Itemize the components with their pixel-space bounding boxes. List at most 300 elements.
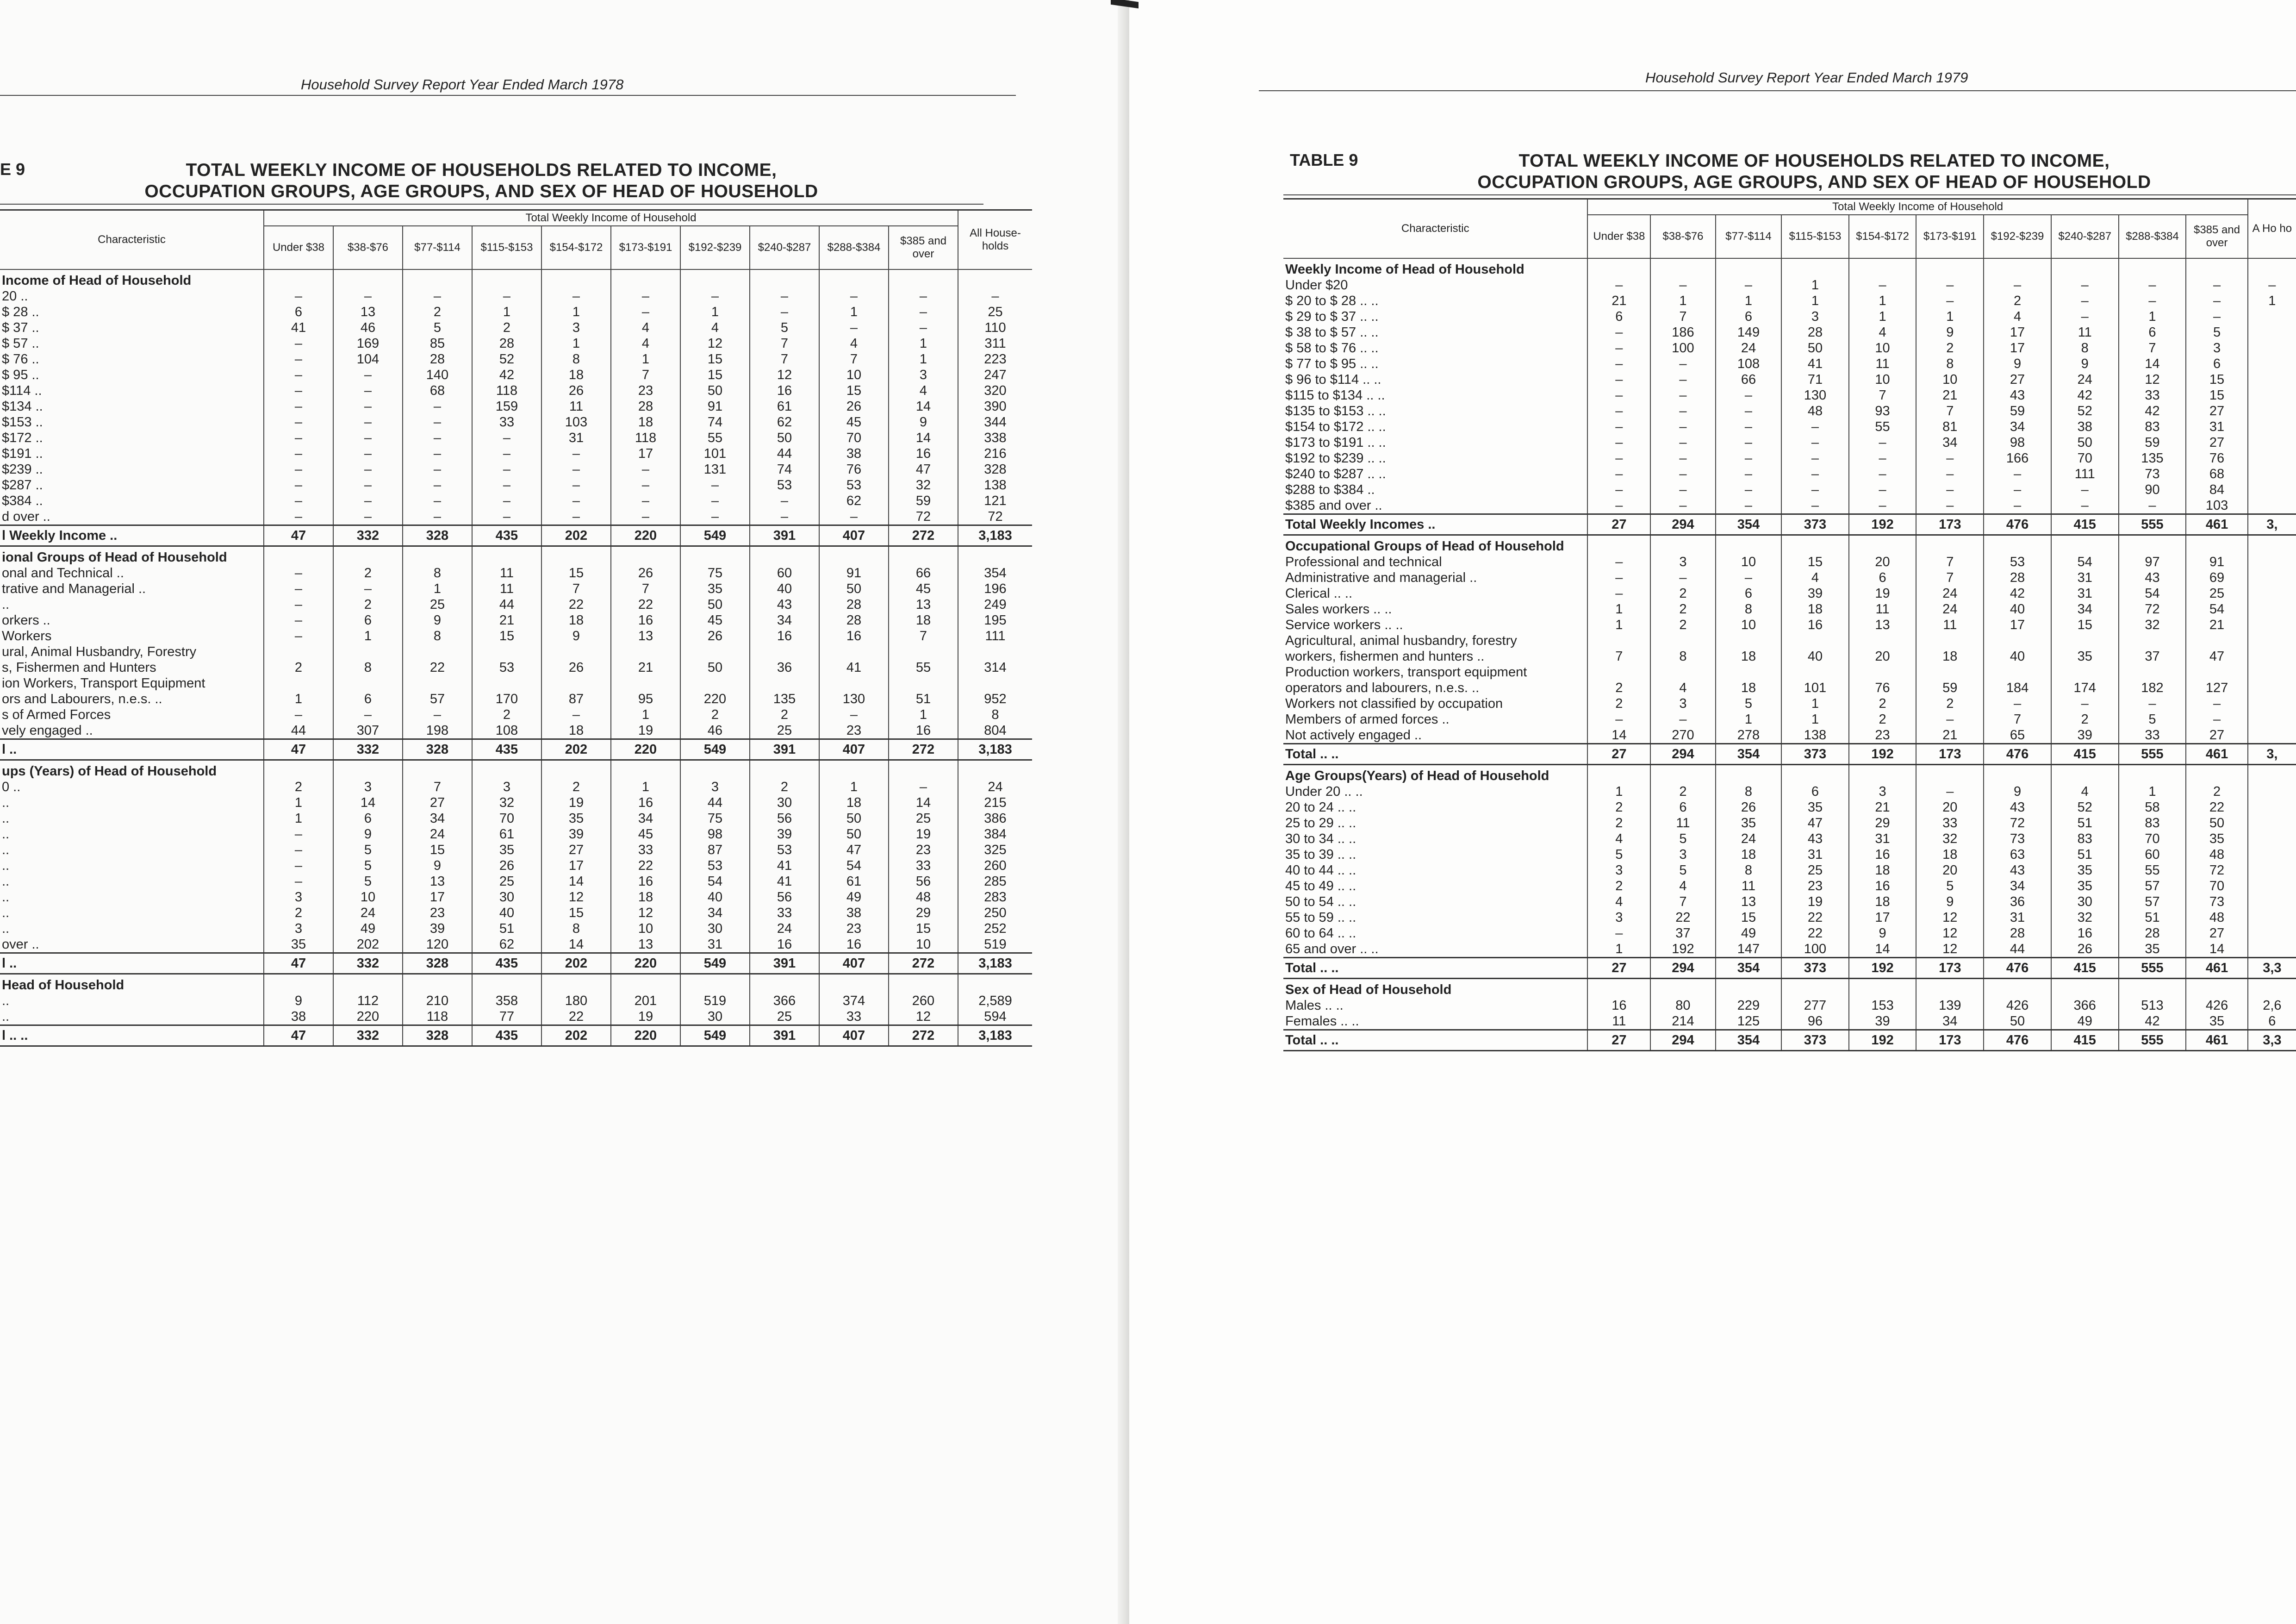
table-cell: 34 xyxy=(1916,1013,1984,1030)
table-cell: 8 xyxy=(958,707,1032,723)
table-cell: – xyxy=(403,399,472,414)
table-cell: 549 xyxy=(680,953,750,974)
table-cell: 2 xyxy=(1916,340,1984,356)
row-label: l .. .. xyxy=(0,1025,264,1046)
table-cell: 407 xyxy=(819,739,889,760)
table-cell: 70 xyxy=(819,430,889,446)
table-cell: 80 xyxy=(1650,998,1715,1013)
table-cell: 3 xyxy=(1650,847,1715,862)
table-cell: 38 xyxy=(2051,419,2119,435)
row-label: .. xyxy=(2,921,10,936)
table-cell: 96 xyxy=(1781,1013,1848,1030)
table-cell: 7 xyxy=(1984,712,2051,727)
table-cell: 30 xyxy=(680,921,750,937)
table-cell xyxy=(2248,570,2296,586)
table-cell: – xyxy=(333,383,403,399)
table-cell: 332 xyxy=(333,525,403,546)
table-cell: 47 xyxy=(889,462,958,477)
table-cell: 186 xyxy=(1650,325,1715,340)
table-cell: 804 xyxy=(958,723,1032,739)
table-cell: 108 xyxy=(1716,356,1782,372)
section-heading: Occupational Groups of Head of Household xyxy=(1285,539,1564,554)
table-cell: 1 xyxy=(889,707,958,723)
row-label: .. xyxy=(2,890,10,905)
row-label: 20 .. xyxy=(2,289,28,304)
right-header-rule xyxy=(1259,90,2296,91)
table-cell: – xyxy=(333,462,403,477)
row-label: $ 37 .. xyxy=(2,320,39,335)
table-row xyxy=(1283,862,2296,878)
table-cell: 35 xyxy=(2119,941,2186,958)
table-cell: 270 xyxy=(1650,727,1715,744)
table-cell xyxy=(1916,258,1984,277)
table-cell: 40 xyxy=(750,581,819,597)
left-data-table xyxy=(0,209,1032,1047)
table-cell: 4 xyxy=(2051,784,2119,800)
table-cell: 8 xyxy=(1716,862,1782,878)
table-cell: 373 xyxy=(1781,514,1848,535)
table-cell: 9 xyxy=(1916,325,1984,340)
table-cell: 38 xyxy=(819,905,889,921)
table-cell: 38 xyxy=(264,1009,333,1025)
table-cell: 7 xyxy=(611,367,680,383)
table-cell: 15 xyxy=(680,351,750,367)
table-cell: 59 xyxy=(1984,403,2051,419)
table-cell xyxy=(958,269,1032,288)
table-cell: 173 xyxy=(1916,958,1984,979)
table-cell: 9 xyxy=(1984,356,2051,372)
table-cell: 57 xyxy=(2119,894,2186,910)
table-cell xyxy=(2186,633,2247,649)
table-cell: – xyxy=(1984,466,2051,482)
table-cell: 3 xyxy=(1587,862,1650,878)
section-heading: Head of Household xyxy=(2,978,124,993)
table-row xyxy=(1283,1013,2296,1030)
row-label: ion Workers, Transport Equipment xyxy=(2,676,205,691)
table-cell: 27 xyxy=(2186,403,2247,419)
table-row xyxy=(0,723,1032,739)
table-cell: 12 xyxy=(1916,941,1984,958)
table-cell: 53 xyxy=(1984,554,2051,570)
table-cell: 147 xyxy=(1716,941,1782,958)
table-cell: 320 xyxy=(958,383,1032,399)
table-row xyxy=(1283,466,2296,482)
table-cell: – xyxy=(2051,309,2119,325)
section-heading: Age Groups(Years) of Head of Household xyxy=(1285,768,1549,783)
table-cell: 29 xyxy=(1849,815,1916,831)
table-cell: 332 xyxy=(333,1025,403,1046)
table-cell: – xyxy=(1781,419,1848,435)
table-cell: 87 xyxy=(541,691,611,707)
table-cell xyxy=(680,760,750,780)
table-cell: 12 xyxy=(889,1009,958,1025)
table-cell: 3,3 xyxy=(2248,958,2296,979)
row-label: $191 .. xyxy=(2,446,43,461)
row-label: l .. xyxy=(0,953,264,974)
table-cell: 8 xyxy=(333,660,403,675)
table-cell: 49 xyxy=(333,921,403,937)
table-cell: – xyxy=(403,707,472,723)
table-cell: 8 xyxy=(541,921,611,937)
table-cell xyxy=(1849,979,1916,998)
table-cell xyxy=(403,675,472,691)
table-cell: 555 xyxy=(2119,744,2186,765)
table-cell: 27 xyxy=(1984,372,2051,387)
table-cell: 7 xyxy=(1650,894,1715,910)
table-cell: 70 xyxy=(2186,878,2247,894)
table-cell xyxy=(1781,765,1848,784)
table-cell xyxy=(2051,664,2119,680)
table-cell: 35 xyxy=(2051,862,2119,878)
table-cell: 426 xyxy=(2186,998,2247,1013)
table-cell: 22 xyxy=(1650,910,1715,925)
table-cell: 2 xyxy=(264,660,333,675)
column-header: $38-$76 xyxy=(333,226,403,269)
table-cell: – xyxy=(333,477,403,493)
table-cell: 1 xyxy=(541,336,611,351)
table-cell: 50 xyxy=(819,826,889,842)
table-cell: – xyxy=(264,858,333,874)
table-cell xyxy=(1781,535,1848,555)
table-cell: – xyxy=(1849,482,1916,498)
table-cell: 101 xyxy=(1781,680,1848,696)
table-cell: 41 xyxy=(264,320,333,336)
row-label: 60 to 64 .. .. xyxy=(1285,926,1356,941)
table-cell: 5 xyxy=(333,842,403,858)
table-cell xyxy=(680,269,750,288)
table-cell: 28 xyxy=(2119,925,2186,941)
table-cell: 192 xyxy=(1849,958,1916,979)
table-row xyxy=(0,399,1032,414)
table-cell xyxy=(1587,765,1650,784)
table-cell: 173 xyxy=(1916,744,1984,765)
table-cell: 12 xyxy=(750,367,819,383)
table-cell: 9 xyxy=(1984,784,2051,800)
table-cell: 476 xyxy=(1984,514,2051,535)
table-cell: 366 xyxy=(750,993,819,1009)
row-label: operators and labourers, n.e.s. .. xyxy=(1285,681,1480,695)
table-cell: – xyxy=(403,430,472,446)
table-cell: 40 xyxy=(1781,649,1848,664)
table-cell: – xyxy=(1587,586,1650,601)
left-table-title: TOTAL WEEKLY INCOME OF HOUSEHOLDS RELATED TO INCOME, OCCUPATION GROUPS, AGE GROUPS, AND SEX OF HEAD OF HOUSEHOLD xyxy=(144,160,818,201)
table-cell: 278 xyxy=(1716,727,1782,744)
table-cell: 2,6 xyxy=(2248,998,2296,1013)
table-cell: 16 xyxy=(1587,998,1650,1013)
table-cell: 3,3 xyxy=(2248,1030,2296,1051)
table-cell: 135 xyxy=(750,691,819,707)
table-cell: 4 xyxy=(889,383,958,399)
table-cell xyxy=(889,269,958,288)
table-cell: 83 xyxy=(2119,815,2186,831)
table-cell: 11 xyxy=(1716,878,1782,894)
table-cell: 3,183 xyxy=(958,953,1032,974)
column-header: $240-$287 xyxy=(2051,215,2119,258)
column-header: $115-$153 xyxy=(1781,215,1848,258)
row-label: Workers xyxy=(2,629,52,643)
table-cell: 9 xyxy=(403,858,472,874)
table-cell xyxy=(2248,498,2296,514)
table-cell: 39 xyxy=(541,826,611,842)
table-cell: 54 xyxy=(819,858,889,874)
table-cell: 53 xyxy=(750,842,819,858)
row-label: workers, fishermen and hunters .. xyxy=(1285,649,1485,664)
table-cell: – xyxy=(1587,466,1650,482)
table-cell: 195 xyxy=(958,612,1032,628)
table-cell: 1 xyxy=(1849,309,1916,325)
table-cell: 15 xyxy=(680,367,750,383)
table-cell: 57 xyxy=(2119,878,2186,894)
table-cell: 47 xyxy=(264,1025,333,1046)
table-cell: – xyxy=(1650,277,1715,293)
table-cell: 20 xyxy=(1916,800,1984,815)
table-cell xyxy=(1916,535,1984,555)
all-households-header: A Ho ho xyxy=(2248,199,2296,259)
table-cell: 374 xyxy=(819,993,889,1009)
table-cell: 44 xyxy=(472,597,541,612)
table-cell: – xyxy=(403,493,472,509)
table-cell: 28 xyxy=(1984,925,2051,941)
table-cell: 39 xyxy=(750,826,819,842)
table-cell: 11 xyxy=(472,581,541,597)
table-cell: 2 xyxy=(2186,784,2247,800)
table-cell: 23 xyxy=(819,921,889,937)
row-label: Professional and technical xyxy=(1285,555,1442,569)
table-cell xyxy=(1781,633,1848,649)
table-row xyxy=(0,905,1032,921)
table-cell: – xyxy=(333,581,403,597)
table-cell: 35 xyxy=(1781,800,1848,815)
table-cell: 17 xyxy=(541,858,611,874)
table-cell: 26 xyxy=(541,383,611,399)
table-cell xyxy=(2248,680,2296,696)
column-header: Under $38 xyxy=(264,226,333,269)
table-cell: 43 xyxy=(1781,831,1848,847)
column-header: $385 and over xyxy=(2186,215,2247,258)
table-cell: 97 xyxy=(2119,554,2186,570)
table-cell: – xyxy=(1849,435,1916,450)
table-cell: 1 xyxy=(1916,309,1984,325)
table-cell: 76 xyxy=(2186,450,2247,466)
table-cell: 2 xyxy=(1587,696,1650,712)
table-cell: 118 xyxy=(472,383,541,399)
table-cell: 74 xyxy=(680,414,750,430)
table-cell: 354 xyxy=(1716,514,1782,535)
table-cell: – xyxy=(541,493,611,509)
table-cell: 216 xyxy=(958,446,1032,462)
table-cell: – xyxy=(1716,387,1782,403)
table-cell: 52 xyxy=(2051,403,2119,419)
section-heading: Income of Head of Household xyxy=(2,273,192,288)
table-cell: 91 xyxy=(819,565,889,581)
table-cell: 1 xyxy=(333,628,403,644)
row-label: $192 to $239 .. .. xyxy=(1285,451,1386,466)
table-cell: 31 xyxy=(1781,847,1848,862)
table-row xyxy=(1283,847,2296,862)
table-row xyxy=(0,320,1032,336)
table-cell xyxy=(1984,979,2051,998)
table-cell: 202 xyxy=(541,525,611,546)
table-cell: 32 xyxy=(2119,617,2186,633)
row-label: vely engaged .. xyxy=(2,723,93,738)
table-cell xyxy=(2119,979,2186,998)
table-cell: – xyxy=(2186,293,2247,309)
table-cell xyxy=(264,269,333,288)
row-label: 65 and over .. .. xyxy=(1285,942,1379,956)
table-row xyxy=(1283,712,2296,727)
table-row xyxy=(0,565,1032,581)
table-cell: 25 xyxy=(2186,586,2247,601)
table-cell: 18 xyxy=(819,795,889,811)
table-cell: 16 xyxy=(1781,617,1848,633)
table-cell: – xyxy=(541,509,611,525)
column-header: $154-$172 xyxy=(1849,215,1916,258)
table-cell: 19 xyxy=(541,795,611,811)
table-cell: 33 xyxy=(472,414,541,430)
table-cell: 43 xyxy=(750,597,819,612)
table-cell: 14 xyxy=(2119,356,2186,372)
table-cell: 26 xyxy=(1716,800,1782,815)
table-cell: 6 xyxy=(333,691,403,707)
table-cell: 45 xyxy=(889,581,958,597)
table-cell: 7 xyxy=(750,336,819,351)
table-cell: – xyxy=(1916,712,1984,727)
table-cell: 20 xyxy=(1916,862,1984,878)
table-cell: 22 xyxy=(1781,925,1848,941)
table-cell: 1 xyxy=(264,691,333,707)
table-cell xyxy=(2186,535,2247,555)
table-cell: 6 xyxy=(1716,586,1782,601)
row-label: $ 76 .. xyxy=(2,352,39,367)
table-cell: 272 xyxy=(889,1025,958,1046)
table-cell: – xyxy=(1650,450,1715,466)
section-heading-row xyxy=(0,546,1032,566)
section-heading-row xyxy=(0,760,1032,780)
table-cell: 61 xyxy=(750,399,819,414)
table-cell: 12 xyxy=(1916,910,1984,925)
table-cell: – xyxy=(1849,466,1916,482)
table-cell: – xyxy=(472,509,541,525)
table-cell: 391 xyxy=(750,1025,819,1046)
table-cell: 594 xyxy=(958,1009,1032,1025)
table-cell: 52 xyxy=(472,351,541,367)
table-cell: 5 xyxy=(2186,325,2247,340)
row-label: $115 to $134 .. .. xyxy=(1285,388,1385,403)
section-heading-row xyxy=(1283,535,2296,555)
table-cell: 2 xyxy=(1916,696,1984,712)
table-cell: 34 xyxy=(680,905,750,921)
table-cell: 11 xyxy=(1916,617,1984,633)
table-cell xyxy=(2248,910,2296,925)
table-cell: 91 xyxy=(2186,554,2247,570)
table-cell: 15 xyxy=(2051,617,2119,633)
table-cell: 41 xyxy=(819,660,889,675)
row-label: .. xyxy=(2,993,10,1008)
table-cell: 35 xyxy=(472,842,541,858)
table-cell: 19 xyxy=(611,723,680,739)
table-cell xyxy=(264,546,333,566)
table-cell xyxy=(1849,258,1916,277)
row-label: $154 to $172 .. .. xyxy=(1285,419,1386,434)
table-cell: 6 xyxy=(1781,784,1848,800)
table-cell: 5 xyxy=(1650,862,1715,878)
table-cell: 354 xyxy=(958,565,1032,581)
table-cell: 25 xyxy=(472,874,541,889)
table-cell: 8 xyxy=(1716,784,1782,800)
table-cell: 1 xyxy=(541,304,611,320)
table-row xyxy=(1283,403,2296,419)
table-cell: 13 xyxy=(611,937,680,953)
table-cell: 53 xyxy=(680,858,750,874)
table-cell: 3 xyxy=(1650,554,1715,570)
table-cell: 549 xyxy=(680,525,750,546)
table-row xyxy=(0,462,1032,477)
table-cell: 2 xyxy=(1587,680,1650,696)
total-row xyxy=(0,953,1032,974)
table-cell: 476 xyxy=(1984,958,2051,979)
table-cell: 34 xyxy=(1916,435,1984,450)
table-cell: – xyxy=(403,477,472,493)
table-cell: 53 xyxy=(750,477,819,493)
row-label: $384 .. xyxy=(2,493,43,508)
table-cell: 111 xyxy=(958,628,1032,644)
column-header: $288-$384 xyxy=(819,226,889,269)
row-label: $ 95 .. xyxy=(2,368,39,382)
table-cell: 40 xyxy=(1984,601,2051,617)
table-cell: 272 xyxy=(889,739,958,760)
table-row xyxy=(1283,309,2296,325)
table-cell: 26 xyxy=(472,858,541,874)
table-row xyxy=(0,811,1032,826)
table-row xyxy=(0,937,1032,953)
table-row xyxy=(1283,831,2296,847)
table-cell: 10 xyxy=(819,367,889,383)
table-cell: 118 xyxy=(611,430,680,446)
table-cell xyxy=(2248,765,2296,784)
table-cell: 19 xyxy=(611,1009,680,1025)
column-header: $288-$384 xyxy=(2119,215,2186,258)
table-cell xyxy=(2248,586,2296,601)
table-cell: – xyxy=(1650,712,1715,727)
table-cell xyxy=(2248,466,2296,482)
table-cell: 19 xyxy=(1849,586,1916,601)
table-cell xyxy=(2248,419,2296,435)
table-cell xyxy=(958,760,1032,780)
table-cell: 2 xyxy=(1650,617,1715,633)
table-cell: 173 xyxy=(1916,514,1984,535)
table-cell: – xyxy=(1587,570,1650,586)
table-cell: – xyxy=(1984,498,2051,514)
table-cell: – xyxy=(1650,403,1715,419)
row-label: Agricultural, animal husbandry, forestry xyxy=(1285,633,1517,648)
table-cell: 173 xyxy=(1916,1030,1984,1051)
table-cell: – xyxy=(264,288,333,304)
table-cell: 18 xyxy=(611,414,680,430)
table-cell xyxy=(611,675,680,691)
row-label: s of Armed Forces xyxy=(2,707,111,722)
table-cell: 5 xyxy=(333,858,403,874)
table-cell: 2 xyxy=(472,707,541,723)
table-cell: – xyxy=(541,446,611,462)
table-cell xyxy=(1849,535,1916,555)
table-cell: 3 xyxy=(333,779,403,795)
table-cell: – xyxy=(1984,277,2051,293)
table-row xyxy=(1283,482,2296,498)
table-row xyxy=(1283,372,2296,387)
table-cell xyxy=(1650,258,1715,277)
table-cell: 41 xyxy=(1781,356,1848,372)
table-cell: – xyxy=(2119,696,2186,712)
